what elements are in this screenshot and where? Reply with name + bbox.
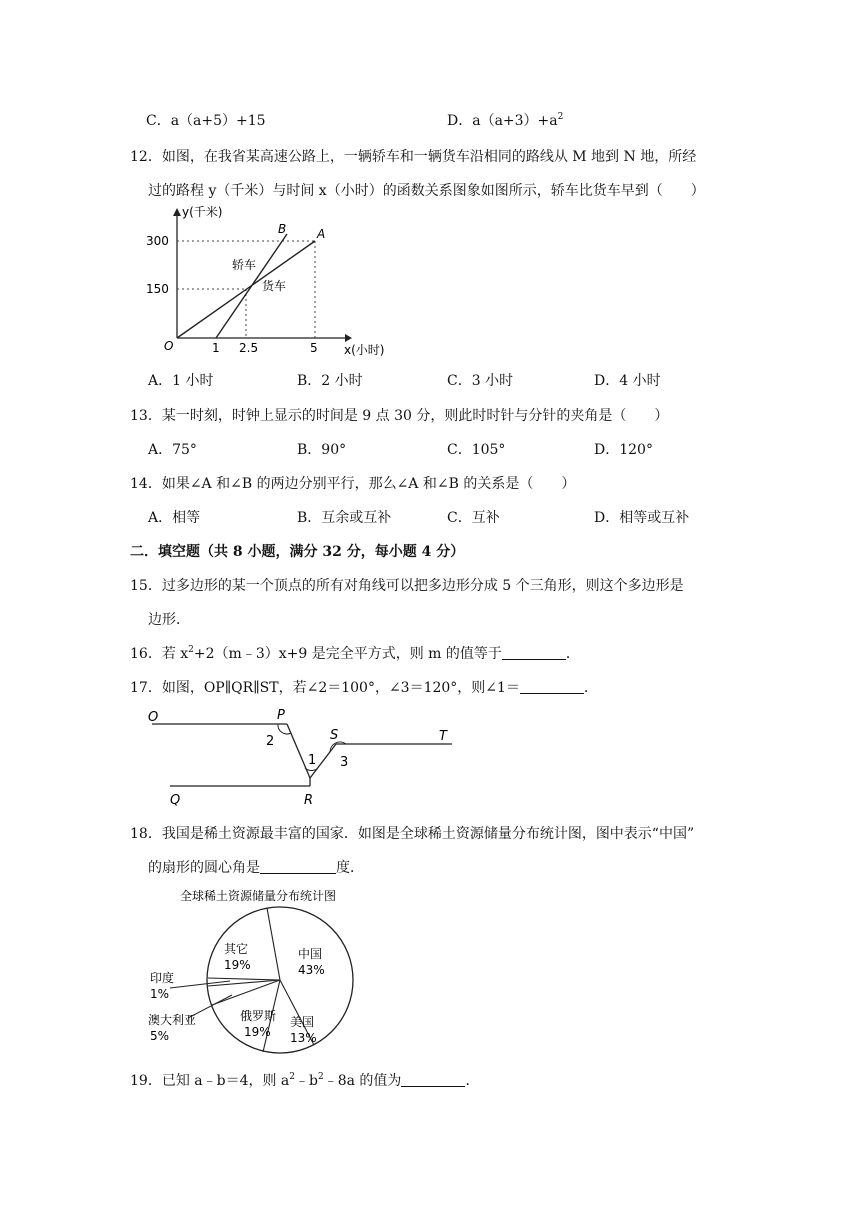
q16-post: +2（m﹣3）x+9 是完全平方式，则 m 的值等于 bbox=[193, 646, 502, 662]
pie-title: 全球稀土资源储量分布统计图 bbox=[180, 889, 337, 903]
q14-option-d: D．相等或互补 bbox=[594, 510, 690, 526]
q18-pre: 的扇形的圆心角是 bbox=[148, 860, 260, 876]
label-s: S bbox=[330, 728, 339, 743]
q11-option-d-text: D．a（a+3）+a bbox=[447, 113, 558, 129]
radius-china-start bbox=[267, 908, 280, 980]
q16-answer-blank bbox=[502, 645, 566, 660]
q16-end: ． bbox=[565, 646, 580, 662]
q14-option-a: A．相等 bbox=[148, 510, 201, 526]
car-label: 轿车 bbox=[232, 258, 257, 272]
q14-option-b: B．互余或互补 bbox=[297, 510, 392, 526]
point-a-label: A bbox=[317, 227, 326, 241]
radius-russia-aus bbox=[212, 980, 280, 1005]
q17-figure bbox=[140, 700, 470, 810]
q18-pie-figure bbox=[140, 878, 380, 1060]
label-angle2: 2 bbox=[266, 734, 275, 749]
radius-aus-india bbox=[208, 980, 280, 986]
q19-stem bbox=[130, 1070, 479, 1090]
q11-option-c: C．a（a+5）+15 bbox=[146, 113, 266, 129]
label-o: O bbox=[148, 710, 159, 725]
q16-sup: 2 bbox=[188, 645, 194, 655]
q19-sup1: 2 bbox=[289, 1072, 296, 1082]
q15-stem-line1: 15．过多边形的某一个顶点的所有对角线可以把多边形分成 5 个三角形，则这个多边形是 bbox=[130, 578, 684, 594]
q19-end: ． bbox=[465, 1073, 480, 1089]
slice-other-name: 其它 bbox=[224, 942, 249, 956]
label-r: R bbox=[304, 793, 314, 808]
slice-russia-pct: 19% bbox=[244, 1025, 271, 1039]
origin-label: O bbox=[164, 339, 174, 353]
slice-india-pct: 1% bbox=[150, 987, 170, 1001]
q17-pre: 17．如图，OP∥QR∥ST，若∠2＝100°，∠3＝120°，则∠1＝ bbox=[130, 680, 520, 696]
q13-option-d: D．120° bbox=[594, 442, 653, 458]
label-angle3: 3 bbox=[340, 755, 349, 770]
q18-post: 度． bbox=[336, 860, 364, 876]
q17-end: ． bbox=[583, 680, 598, 696]
q14-stem: 14．如果∠A 和∠B 的两边分别平行，那么∠A 和∠B 的关系是（ ） bbox=[130, 476, 576, 492]
label-p: P bbox=[277, 708, 285, 723]
q12-stem-line1: 12．如图，在我省某高速公路上，一辆轿车和一辆货车沿相同的路线从 M 地到 N 地，所经 bbox=[130, 149, 697, 165]
q19-pre: 19．已知 a﹣b＝4，则 a bbox=[130, 1073, 290, 1089]
x-axis-label: x(小时) bbox=[344, 343, 385, 357]
q13-option-a: A．75° bbox=[148, 442, 197, 458]
label-angle1: 1 bbox=[308, 753, 317, 768]
y-tick-300: 300 bbox=[146, 234, 169, 248]
q17-stem bbox=[130, 677, 598, 697]
q16-pre: 16．若 x bbox=[130, 646, 189, 662]
label-t: T bbox=[439, 729, 447, 744]
q12-stem-line2: 过的路程 y（千米）与时间 x（小时）的函数关系图象如图所示，轿车比货车早到（ ） bbox=[148, 183, 705, 199]
truck-label: 货车 bbox=[262, 279, 287, 293]
x-tick-1: 1 bbox=[212, 341, 220, 355]
q18-answer-blank bbox=[260, 859, 336, 874]
section-heading: 二．填空题（共 8 小题，满分 32 分，每小题 4 分） bbox=[130, 544, 465, 560]
point-b-label: B bbox=[278, 222, 287, 236]
slice-us-name: 美国 bbox=[290, 1015, 315, 1029]
slice-india-name: 印度 bbox=[150, 971, 175, 985]
x-axis-arrow-icon bbox=[345, 334, 352, 342]
q13-option-b: B．90° bbox=[297, 442, 347, 458]
q17-answer-blank bbox=[520, 679, 584, 694]
slice-china-pct: 43% bbox=[298, 963, 325, 977]
q12-option-d: D．4 小时 bbox=[594, 373, 661, 389]
q12-graph bbox=[140, 200, 400, 365]
slice-other-pct: 19% bbox=[224, 958, 251, 972]
q13-option-c: C．105° bbox=[447, 442, 506, 458]
label-q: Q bbox=[170, 793, 181, 808]
segment-pr bbox=[287, 724, 310, 778]
slice-australia-pct: 5% bbox=[150, 1029, 170, 1043]
y-tick-150: 150 bbox=[146, 282, 169, 296]
slice-russia-name: 俄罗斯 bbox=[240, 1009, 277, 1023]
q11-option-d bbox=[447, 110, 563, 130]
y-axis-arrow-icon bbox=[173, 208, 181, 216]
q15-stem-line2: 边形． bbox=[148, 612, 190, 628]
x-tick-2-5: 2.5 bbox=[239, 341, 259, 355]
q18-stem-line2 bbox=[148, 857, 364, 877]
q11-option-d-sup: 2 bbox=[557, 112, 564, 122]
q19-sup2: 2 bbox=[317, 1072, 324, 1082]
x-tick-5: 5 bbox=[310, 341, 318, 355]
q18-stem-line1: 18．我国是稀土资源最丰富的国家．如图是全球稀土资源储量分布统计图，图中表示“中国” bbox=[130, 826, 695, 842]
y-axis-label: y(千米) bbox=[182, 205, 223, 219]
q16-stem bbox=[130, 643, 580, 663]
q14-option-c: C．互补 bbox=[447, 510, 500, 526]
q12-option-a: A．1 小时 bbox=[148, 373, 214, 389]
q13-stem: 13．某一时刻，时钟上显示的时间是 9 点 30 分，则此时时针与分针的夹角是（ ） bbox=[130, 408, 669, 424]
q19-mid: ﹣b bbox=[295, 1073, 318, 1089]
slice-us-pct: 13% bbox=[290, 1031, 317, 1045]
q12-option-c: C．3 小时 bbox=[447, 373, 514, 389]
slice-china-name: 中国 bbox=[298, 947, 323, 961]
radius-india-other bbox=[208, 978, 280, 980]
q12-option-b: B．2 小时 bbox=[297, 373, 363, 389]
q19-answer-blank bbox=[401, 1072, 465, 1087]
slice-australia-name: 澳大利亚 bbox=[148, 1013, 197, 1027]
q19-post: ﹣8a 的值为 bbox=[323, 1073, 402, 1089]
